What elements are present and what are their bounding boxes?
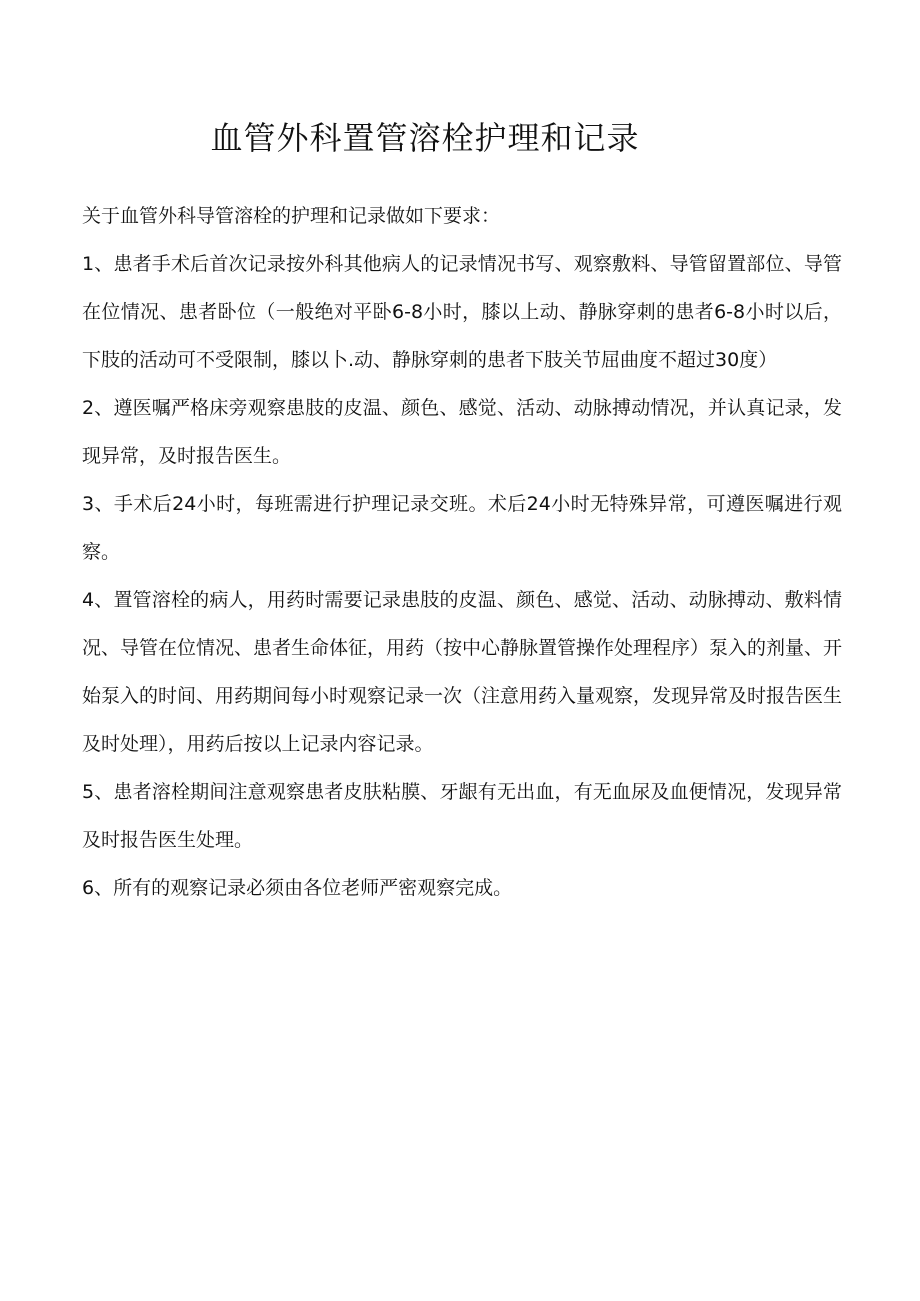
requirement-item-5: 5、患者溶栓期间注意观察患者皮肤粘膜、牙龈有无出血，有无血尿及血便情况，发现异常及时报告医生处理。 <box>82 781 842 851</box>
intro-paragraph: 关于血管外科导管溶栓的护理和记录做如下要求： <box>82 205 501 227</box>
requirement-item-3: 3、手术后24小时，每班需进行护理记录交班。术后24小时无特殊异常，可遵医嘱进行观察。 <box>82 493 842 563</box>
document-title: 血管外科置管溶栓护理和记录 <box>210 119 640 157</box>
requirement-item-6: 6、所有的观察记录必须由各位老师严密观察完成。 <box>82 877 513 899</box>
requirement-item-4: 4、置管溶栓的病人，用药时需要记录患肢的皮温、颜色、感觉、活动、动脉搏动、敷料情况、导管在位情况、患者生命体征，用药（按中心静脉置管操作处理程序）泵入的剂量、开始泵入的时间、用药期间每小时观察记录一次（注意用药入量观察，发现异常及时报告医生及时处理），用药后按以上记录内容记录。 <box>82 589 843 755</box>
document-body <box>82 192 842 912</box>
requirement-item-2: 2、遵医嘱严格床旁观察患肢的皮温、颜色、感觉、活动、动脉搏动情况，并认真记录，发现异常，及时报告医生。 <box>82 397 842 467</box>
requirement-item-1: 1、患者手术后首次记录按外科其他病人的记录情况书写、观察敷料、导管留置部位、导管在位情况、患者卧位（一般绝对平卧6-8小时，膝以上动、静脉穿刺的患者6-8小时以后，下肢的活动可不受限制，膝以卜.动、静脉穿刺的患者下肢关节屈曲度不超过30度） <box>82 253 842 371</box>
